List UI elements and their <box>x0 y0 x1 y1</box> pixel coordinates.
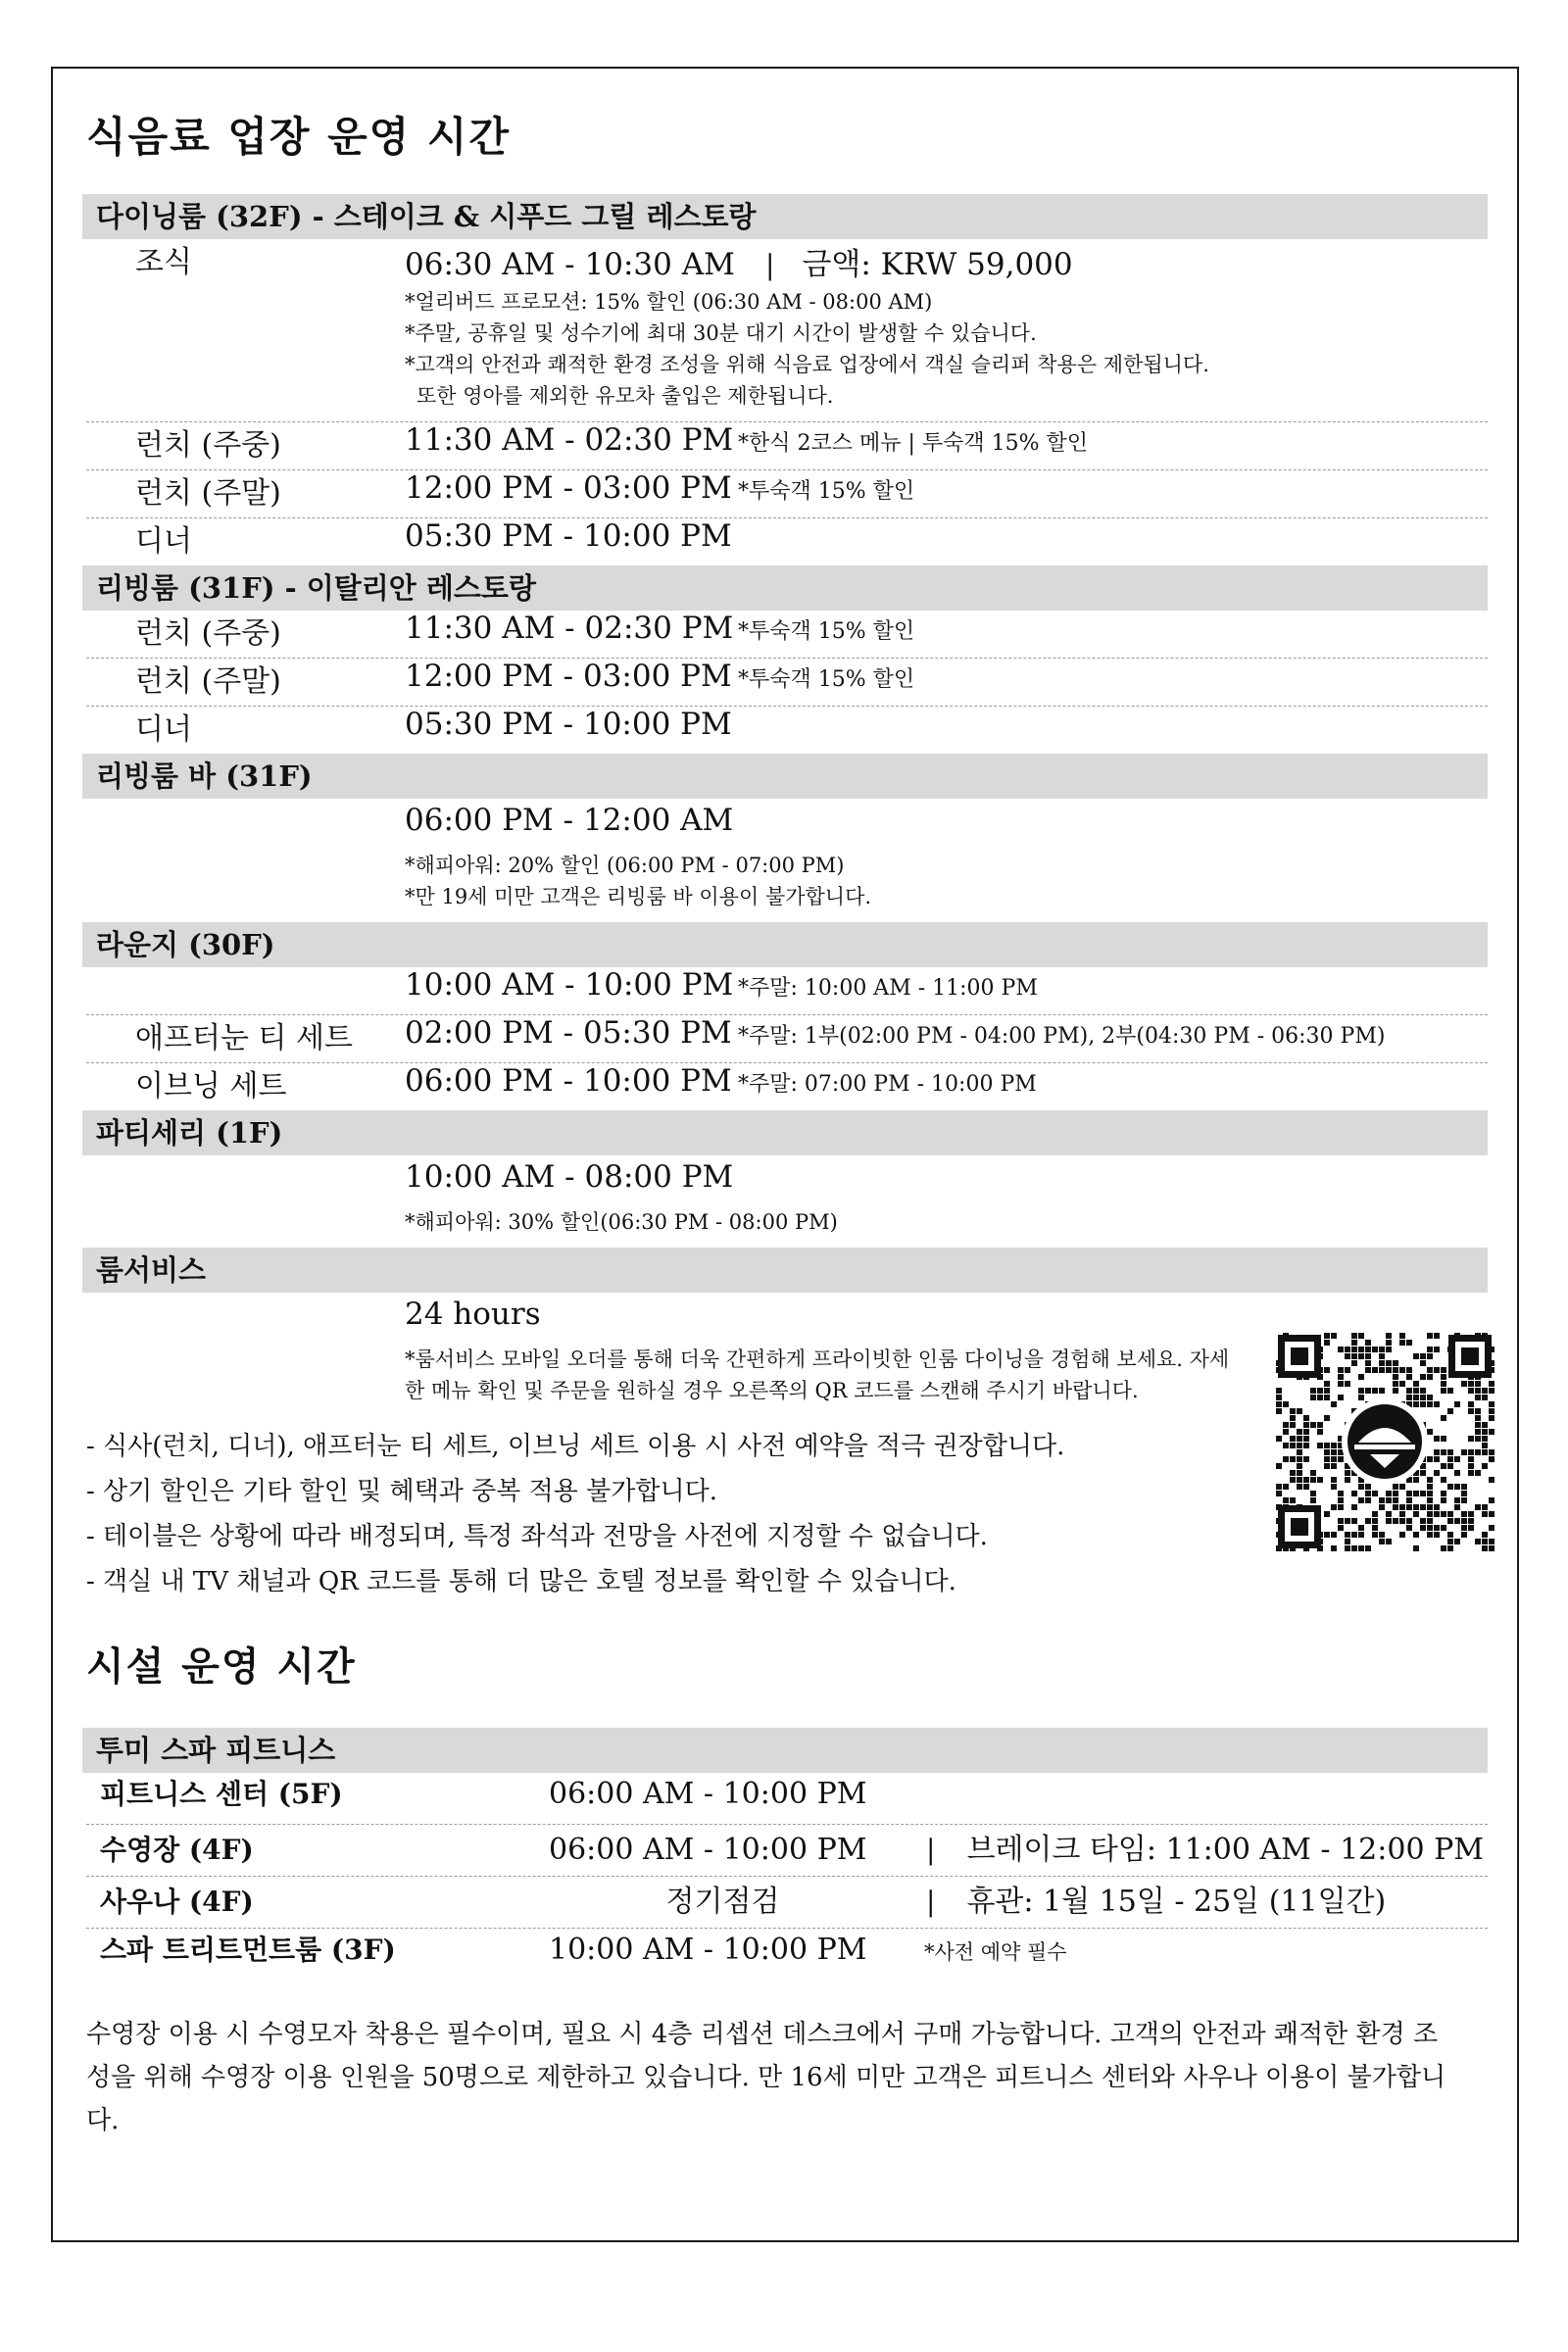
facility-time: 정기점검 <box>665 1885 780 1919</box>
fnb-title: 식음료 업장 운영 시간 <box>86 113 512 161</box>
list-item: - 식사(런치, 디너), 애프터눈 티 세트, 이브닝 세트 이용 시 사전 예약을 적극 권장합니다. <box>86 1432 1065 1461</box>
bar-row <box>86 799 1488 922</box>
document-content <box>86 108 1488 2142</box>
dining-breakfast-price: 금액: KRW 59,000 <box>802 247 1073 282</box>
row-time: 05:30 PM - 10:00 PM <box>405 518 732 554</box>
facility-time: 06:00 AM - 10:00 PM <box>549 1777 867 1811</box>
row-note: *투숙객 15% 할인 <box>738 619 915 644</box>
dining-breakfast-name: 조식 <box>135 245 192 279</box>
section-lounge-header: 라운지 (30F) <box>82 922 1488 967</box>
table-row <box>86 470 1488 518</box>
section-patisserie-header: 파티세리 (1F) <box>82 1110 1488 1155</box>
facility-time: 06:00 AM - 10:00 PM <box>549 1833 867 1867</box>
section-living-header: 리빙룸 (31F) - 이탈리안 레스토랑 <box>82 565 1488 611</box>
table-row <box>86 1877 1488 1929</box>
row-name: 애프터눈 티 세트 <box>135 1021 353 1055</box>
list-item: - 테이블은 상황에 따라 배정되며, 특정 좌석과 전망을 사전에 지정할 수 없습니다. <box>86 1522 988 1551</box>
separator: | <box>926 1834 936 1866</box>
row-time: 10:00 AM - 10:00 PM <box>405 967 734 1003</box>
row-name: 디너 <box>135 712 192 747</box>
row-time: 11:30 AM - 02:30 PM <box>405 611 734 646</box>
table-row <box>86 967 1488 1015</box>
table-row <box>86 611 1488 659</box>
facility-name: 스파 트리트먼트룸 (3F) <box>100 1934 396 1966</box>
facility-name: 사우나 (4F) <box>100 1886 254 1918</box>
table-row <box>86 1929 1488 1980</box>
row-note: *투숙객 15% 할인 <box>738 667 915 692</box>
row-time: 06:00 PM - 10:00 PM <box>405 1063 732 1099</box>
row-note: *주말: 10:00 AM - 11:00 PM <box>738 976 1038 1001</box>
section-bar-header: 리빙룸 바 (31F) <box>82 754 1488 799</box>
section-dining-header: 다이닝룸 (32F) - 스테이크 & 시푸드 그릴 레스토랑 <box>82 194 1488 239</box>
table-row <box>86 1773 1488 1825</box>
section-spa-header: 투미 스파 피트니스 <box>82 1728 1488 1773</box>
facility-note: *사전 예약 필수 <box>924 1940 1067 1964</box>
facility-paragraph: 수영장 이용 시 수영모자 착용은 필수이며, 필요 시 4층 리셉션 데스크에서 구매 가능합니다. 고객의 안전과 쾌적한 환경 조성을 위해 수영장 이용 인원을 50명으로 제한하고 있습니다. 만 16세 미만 고객은 피트니스 센터와 사우나 이용이 불가합니다. <box>86 2020 1446 2135</box>
breakfast-note: *얼리버드 프로모션: 15% 할인 (06:30 AM - 08:00 AM) <box>405 290 933 314</box>
dining-breakfast-time: 06:30 AM - 10:30 AM <box>405 247 735 282</box>
patisserie-time: 10:00 AM - 08:00 PM <box>405 1159 734 1195</box>
table-row <box>86 1825 1488 1877</box>
table-row <box>86 1063 1488 1110</box>
roomservice-note: *룸서비스 모바일 오더를 통해 더욱 간편하게 프라이빗한 인룸 다이닝을 경험해 보세요. 자세한 메뉴 확인 및 주문을 원하실 경우 오른쪽의 QR 코드를 스캔해 주시기 바랍니다. <box>405 1348 1230 1402</box>
table-row <box>86 707 1488 754</box>
section-roomservice-header: 룸서비스 <box>82 1248 1488 1293</box>
bar-note: *해피아워: 20% 할인 (06:00 PM - 07:00 PM) <box>405 854 845 877</box>
row-name: 런치 (주중) <box>135 616 281 651</box>
row-time: 11:30 AM - 02:30 PM <box>405 422 734 458</box>
row-note: *주말: 07:00 PM - 10:00 PM <box>738 1072 1037 1097</box>
facility-extra: 휴관: 1월 15일 - 25일 (11일간) <box>966 1885 1387 1919</box>
breakfast-note: *주말, 공휴일 및 성수기에 최대 30분 대기 시간이 발생할 수 있습니다. <box>405 321 1037 345</box>
row-note: *투숙객 15% 할인 <box>738 479 915 504</box>
separator: | <box>765 249 775 281</box>
list-item: - 객실 내 TV 채널과 QR 코드를 통해 더 많은 호텔 정보를 확인할 수 있습니다. <box>86 1567 956 1596</box>
dining-breakfast-row <box>86 239 1488 422</box>
facility-extra: 브레이크 타임: 11:00 AM - 12:00 PM <box>966 1833 1484 1867</box>
facility-name: 수영장 (4F) <box>100 1834 254 1866</box>
facility-time: 10:00 AM - 10:00 PM <box>549 1933 867 1967</box>
row-time: 05:30 PM - 10:00 PM <box>405 707 732 742</box>
row-note: *한식 2코스 메뉴 | 투숙객 15% 할인 <box>738 431 1089 456</box>
row-time: 12:00 PM - 03:00 PM <box>405 470 732 506</box>
row-name: 런치 (주중) <box>135 428 281 463</box>
facility-name: 피트니스 센터 (5F) <box>100 1778 343 1810</box>
patisserie-row <box>86 1155 1488 1248</box>
separator: | <box>926 1886 936 1918</box>
table-row <box>86 1015 1488 1063</box>
row-name: 이브닝 세트 <box>135 1069 287 1103</box>
row-name: 디너 <box>135 524 192 559</box>
qr-code-icon[interactable] <box>1274 1331 1495 1552</box>
bar-note: *만 19세 미만 고객은 리빙룸 바 이용이 불가합니다. <box>405 885 872 908</box>
table-row <box>86 422 1488 470</box>
table-row <box>86 518 1488 565</box>
row-note: *주말: 1부(02:00 PM - 04:00 PM), 2부(04:30 PM - 06:30 PM) <box>738 1024 1386 1049</box>
table-row <box>86 659 1488 707</box>
breakfast-note: *고객의 안전과 쾌적한 환경 조성을 위해 식음료 업장에서 객실 슬리퍼 착용은 제한됩니다. <box>405 353 1209 376</box>
patisserie-note: *해피아워: 30% 할인(06:30 PM - 08:00 PM) <box>405 1210 838 1234</box>
bar-time: 06:00 PM - 12:00 AM <box>405 803 734 838</box>
row-time: 12:00 PM - 03:00 PM <box>405 659 732 694</box>
row-name: 런치 (주말) <box>135 664 281 699</box>
roomservice-time: 24 hours <box>405 1297 541 1332</box>
row-name: 런치 (주말) <box>135 476 281 511</box>
row-time: 02:00 PM - 05:30 PM <box>405 1015 732 1051</box>
facility-title: 시설 운영 시간 <box>86 1643 357 1690</box>
breakfast-note: 또한 영아를 제외한 유모차 출입은 제한됩니다. <box>416 384 834 408</box>
list-item: - 상기 할인은 기타 할인 및 혜택과 중복 적용 불가합니다. <box>86 1477 717 1506</box>
